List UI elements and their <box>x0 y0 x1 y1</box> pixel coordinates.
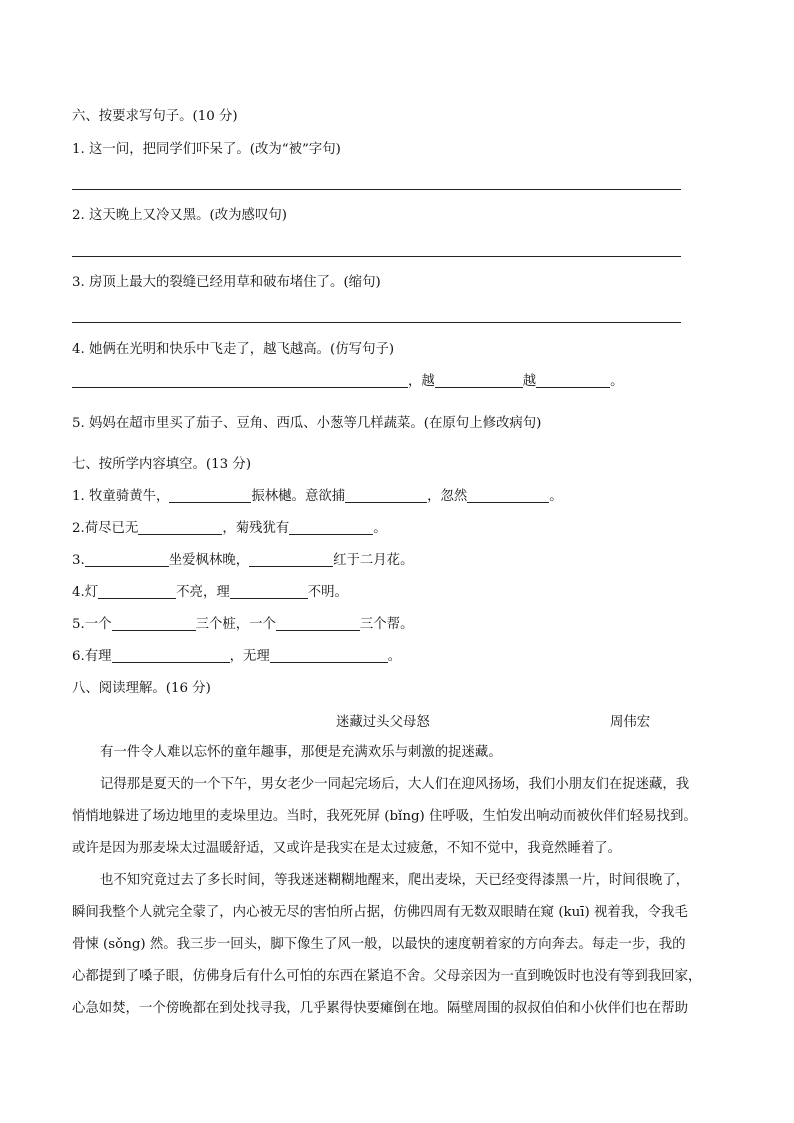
answer-line-1[interactable] <box>72 189 681 190</box>
fill-blank[interactable] <box>85 552 169 567</box>
fill-text: 越 <box>522 374 537 389</box>
fill-blank[interactable] <box>98 584 176 599</box>
fill-text: ，菊残犹有 <box>222 521 290 536</box>
answer-line-2[interactable] <box>72 256 681 257</box>
fill-text: 振林樾。意欲捕 <box>251 489 346 504</box>
fill-text: 1. 牧童骑黄牛， <box>72 489 170 504</box>
fill-blank[interactable] <box>467 488 549 503</box>
fill-text: 2.荷尽已无 <box>72 521 139 536</box>
fill-blank[interactable] <box>249 552 333 567</box>
fill-text: 3. <box>72 553 85 568</box>
fill-blank[interactable] <box>276 616 360 631</box>
article-title: 迷藏过头父母怒 <box>336 715 430 730</box>
fill-blank[interactable] <box>138 520 222 535</box>
question-1: 1. 这一问，把同学们吓呆了。(改为“被”字句) <box>72 142 341 157</box>
paragraph-2-line: 记得那是夏天的一个下午，男女老少一同起完场后，大人们在迎风扬场，我们小朋友们在捉迷藏，我 <box>100 777 690 792</box>
section8-heading: 八、阅读理解。(16 分) <box>72 681 211 696</box>
answer-line-3[interactable] <box>72 322 681 323</box>
fill-text: 4.灯 <box>72 585 99 600</box>
fill-blank[interactable] <box>435 373 523 388</box>
paragraph-2-line: 悄悄地躲进了场边地里的麦垛里边。当时，我死死屏 (bǐng) 住呼吸，生怕发出响动而被伙伴们轻易找到。 <box>72 809 697 824</box>
fill-line-4 <box>72 584 348 602</box>
fill-text: 6.有理 <box>72 649 112 664</box>
fill-text: ，忽然 <box>427 489 468 504</box>
paragraph-3-line: 骨悚 (sǒng) 然。我三步一回头，脚下像生了风一般，以最快的速度朝着家的方向奔去。每走一步，我的 <box>72 937 686 952</box>
fill-line-1 <box>72 488 563 506</box>
fill-blank[interactable] <box>230 584 308 599</box>
fill-text: 红于二月花。 <box>333 553 414 568</box>
fill-line-5 <box>72 616 413 634</box>
paragraph-3-line: 也不知究竟过去了多长时间，等我迷迷糊糊地醒来，爬出麦垛，天已经变得漆黑一片，时间很晚了， <box>100 873 690 888</box>
paragraph-3-line: 瞬间我整个人就完全蒙了，内心被无尽的害怕所占据，仿佛四周有无数双眼睛在窥 (kuī) 视着我，令我毛 <box>72 905 688 920</box>
fill-blank[interactable] <box>345 488 427 503</box>
fill-blank[interactable] <box>289 520 373 535</box>
fill-blank[interactable] <box>112 648 230 663</box>
paragraph-2-line: 或许是因为那麦垛太过温暖舒适，又或许是我实在是太过疲惫，不知不觉中，我竟然睡着了。 <box>72 841 622 856</box>
article-author: 周伟宏 <box>610 715 651 730</box>
fill-line-3 <box>72 552 413 570</box>
fill-text: 。 <box>549 489 563 504</box>
fill-text: 。 <box>373 521 387 536</box>
fill-text: ，越 <box>408 374 435 389</box>
fill-blank[interactable] <box>536 373 610 388</box>
fill-text: ，无理 <box>229 649 270 664</box>
fill-text: 不亮，理 <box>176 585 230 600</box>
question-2: 2. 这天晚上又冷又黑。(改为感叹句) <box>72 208 287 223</box>
fill-blank[interactable] <box>270 648 388 663</box>
fill-line-6 <box>72 648 401 666</box>
fill-text: 三个帮。 <box>359 617 414 632</box>
fill-text: 。 <box>387 649 402 664</box>
section7-heading: 七、按所学内容填空。(13 分) <box>72 457 252 472</box>
fill-blank[interactable] <box>112 616 196 631</box>
question-4: 4. 她俩在光明和快乐中飞走了，越飞越高。(仿写句子) <box>72 342 395 357</box>
paragraph-3-line: 心都提到了嗓子眼，仿佛身后有什么可怕的东西在紧追不舍。父母亲因为一直到晚饭时也没有等到我回家， <box>72 969 702 984</box>
question-5: 5. 妈妈在超市里买了茄子、豆角、西瓜、小葱等几样蔬菜。(在原句上修改病句) <box>72 416 542 431</box>
fill-text: 三个桩，一个 <box>195 617 276 632</box>
question-4-fill <box>72 373 624 391</box>
fill-line-2 <box>72 520 387 538</box>
section6-heading: 六、按要求写句子。(10 分) <box>72 109 238 124</box>
fill-blank[interactable] <box>169 488 251 503</box>
fill-text: 5.一个 <box>72 617 112 632</box>
question-3: 3. 房顶上最大的裂缝已经用草和破布堵住了。(缩句) <box>72 275 381 290</box>
paragraph-1: 有一件令人难以忘怀的童年趣事，那便是充满欢乐与刺激的捉迷藏。 <box>100 745 502 760</box>
paragraph-3-line: 心急如焚，一个傍晚都在到处找寻我，几乎累得快要瘫倒在地。隔壁周围的叔叔伯伯和小伙伴们也在帮助 <box>72 1001 688 1016</box>
fill-text: 不明。 <box>307 585 348 600</box>
fill-blank[interactable] <box>72 373 408 388</box>
fill-text: 坐爱枫林晚， <box>168 553 250 568</box>
fill-text: 。 <box>610 374 624 389</box>
